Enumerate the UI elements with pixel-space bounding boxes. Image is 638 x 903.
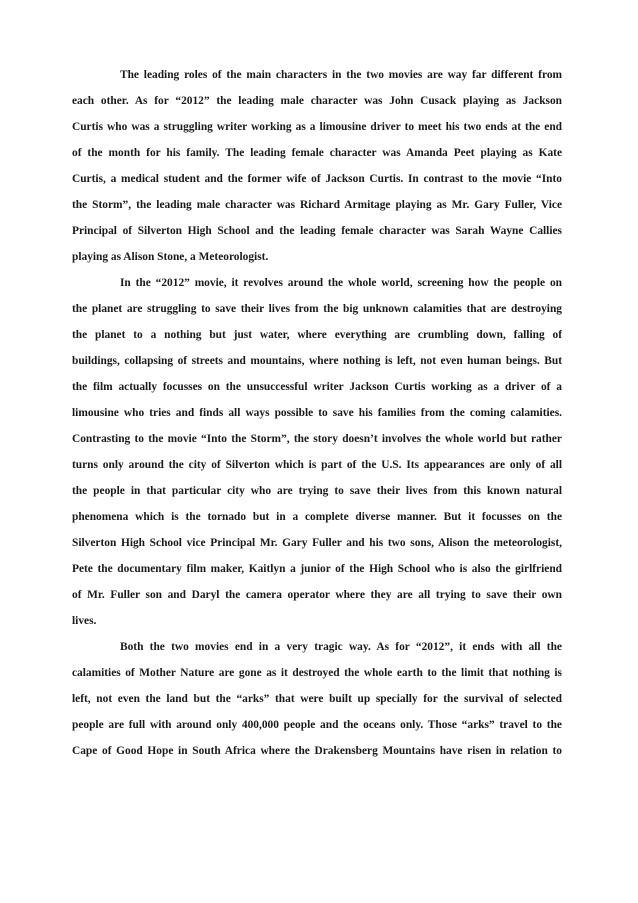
text-line: playing as Alison Stone, a Meteorologist.	[72, 251, 269, 263]
text-line: phenomena which is the tornado but in a complete diverse manner. But it focusses on the	[72, 511, 562, 523]
text-line: Curtis, a medical student and the former wife of Jackson Curtis. In contrast to the movie “Into	[72, 173, 562, 185]
text-line: Cape of Good Hope in South Africa where the Drakensberg Mountains have risen in relation to	[72, 745, 562, 757]
text-line: calamities of Mother Nature are gone as it destroyed the whole earth to the limit that nothing is	[72, 667, 562, 679]
text-line: turns only around the city of Silverton which is part of the U.S. Its appearances are only of all	[72, 459, 562, 471]
text-line: lives.	[72, 615, 97, 627]
text-line: Pete the documentary film maker, Kaitlyn a junior of the High School who is also the girlfriend	[72, 563, 562, 575]
text-line: the Storm”, the leading male character was Richard Armitage playing as Mr. Gary Fuller, Vice	[72, 199, 562, 211]
text-line: the planet to a nothing but just water, where everything are crumbling down, falling of	[72, 329, 562, 341]
text-line: In the “2012” movie, it revolves around the whole world, screening how the people on	[120, 277, 562, 289]
text-line: buildings, collapsing of streets and mountains, where nothing is left, not even human beings. But	[72, 355, 562, 367]
text-line: Both the two movies end in a very tragic way. As for “2012”, it ends with all the	[120, 641, 562, 653]
text-line: Contrasting to the movie “Into the Storm”, the story doesn’t involves the whole world but rather	[72, 433, 562, 445]
text-line: of the month for his family. The leading female character was Amanda Peet playing as Kate	[72, 147, 562, 159]
text-line: the planet are struggling to save their lives from the big unknown calamities that are destroying	[72, 303, 562, 315]
document-page	[72, 62, 562, 764]
text-line: The leading roles of the main characters in the two movies are way far different from	[120, 69, 562, 81]
text-line: Silverton High School vice Principal Mr. Gary Fuller and his two sons, Alison the meteorologist,	[72, 537, 562, 549]
text-line: limousine who tries and finds all ways possible to save his families from the coming calamities.	[72, 407, 562, 419]
paragraph-1	[72, 62, 562, 270]
text-line: each other. As for “2012” the leading male character was John Cusack playing as Jackson	[72, 95, 562, 107]
paragraph-2	[72, 270, 562, 634]
text-line: the people in that particular city who are trying to save their lives from this known natural	[72, 485, 562, 497]
text-line: people are full with around only 400,000 people and the oceans only. Those “arks” travel to the	[72, 719, 562, 731]
paragraph-3	[72, 634, 562, 764]
text-line: Curtis who was a struggling writer working as a limousine driver to meet his two ends at the end	[72, 121, 562, 133]
text-line: of Mr. Fuller son and Daryl the camera operator where they are all trying to save their own	[72, 589, 562, 601]
text-line: Principal of Silverton High School and the leading female character was Sarah Wayne Callies	[72, 225, 562, 237]
text-line: left, not even the land but the “arks” that were built up specially for the survival of selected	[72, 693, 562, 705]
text-line: the film actually focusses on the unsuccessful writer Jackson Curtis working as a driver of a	[72, 381, 562, 393]
